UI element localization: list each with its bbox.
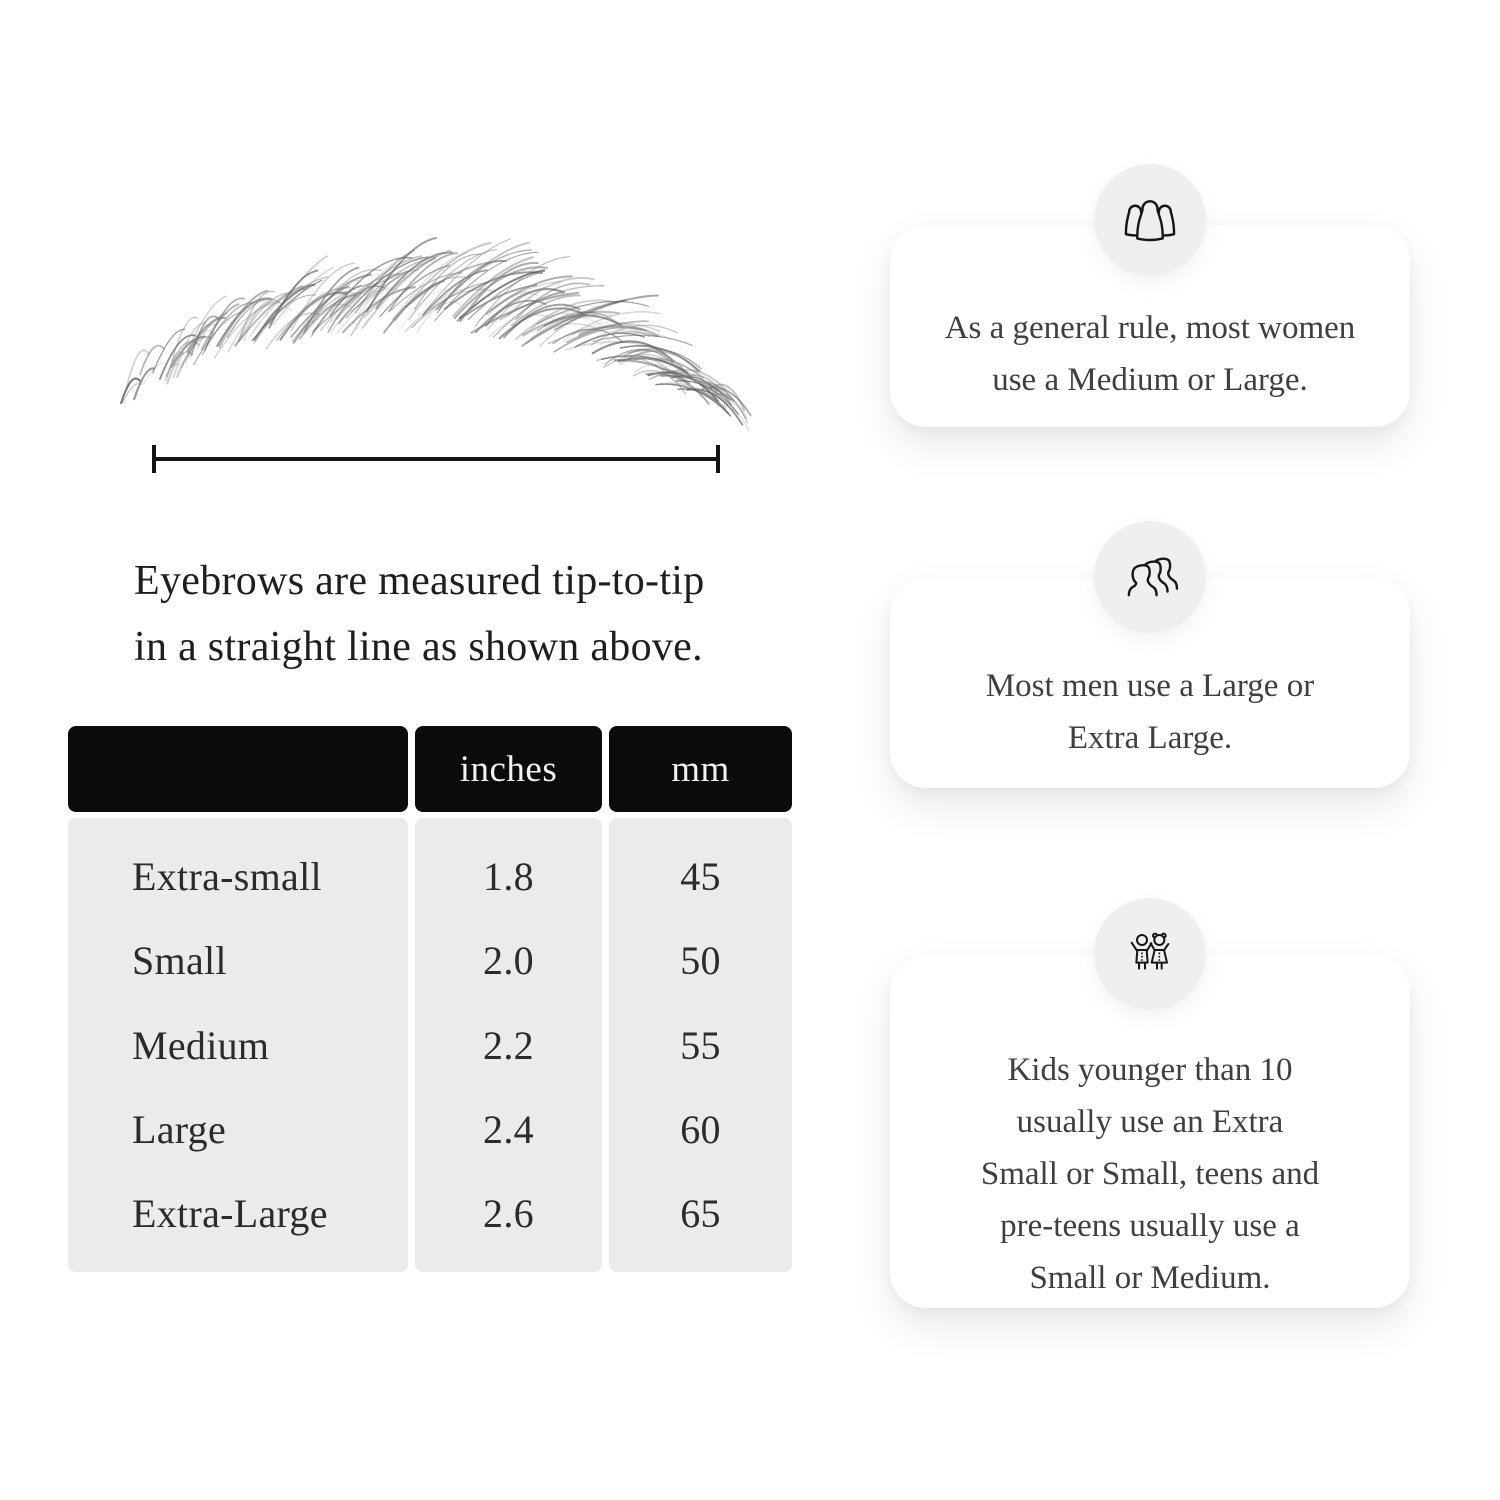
card-text-line: Small or Medium. (1029, 1259, 1271, 1296)
measurement-line (152, 457, 720, 461)
inches-value: 1.8 (483, 853, 534, 899)
card-text-line: usually use an Extra (1016, 1103, 1284, 1140)
inches-value: 2.2 (483, 1022, 534, 1068)
card-text-line: Extra Large. (1067, 720, 1233, 756)
men-badge (1094, 521, 1206, 633)
header-cell-inches: inches (415, 726, 602, 812)
card-text-line: Kids younger than 10 (1007, 1051, 1293, 1088)
women-group-icon (1116, 186, 1184, 254)
inches-value: 2.4 (483, 1106, 534, 1152)
inches-value: 2.0 (483, 938, 534, 984)
women-card-text (945, 302, 1356, 406)
mm-value: 45 (680, 853, 721, 899)
size-column (68, 818, 408, 1272)
women-badge (1094, 164, 1206, 276)
size-table-header (68, 726, 792, 812)
header-cell-mm: mm (609, 726, 792, 812)
mm-value: 55 (680, 1022, 721, 1068)
eyebrow-hairs-svg (100, 218, 780, 463)
size-label: Large (132, 1106, 227, 1152)
size-label: Small (132, 938, 227, 984)
kids-badge (1094, 898, 1206, 1010)
inches-column (415, 818, 602, 1272)
caption-line-2: in a straight line as shown above. (134, 624, 703, 670)
mm-value: 65 (680, 1191, 721, 1237)
inches-value: 2.6 (483, 1191, 534, 1237)
size-label: Medium (132, 1022, 270, 1068)
card-text-line: use a Medium or Large. (992, 362, 1308, 398)
size-label: Extra-small (132, 853, 322, 899)
card-text-line: As a general rule, most women (944, 310, 1356, 346)
measure-tick-left (152, 445, 156, 473)
kids-card-text (981, 1044, 1319, 1304)
header-cell-size (68, 726, 408, 812)
mm-value: 60 (680, 1106, 721, 1152)
card-text-line: Most men use a Large or (985, 668, 1315, 704)
kids-icon (1118, 922, 1182, 986)
men-group-icon (1115, 542, 1185, 612)
mm-value: 50 (680, 938, 721, 984)
men-card-text (986, 660, 1314, 764)
measure-tick-right (716, 445, 720, 473)
card-text-line: pre-teens usually use a (1000, 1207, 1300, 1244)
eyebrow-illustration (100, 218, 780, 463)
size-table (68, 726, 792, 1272)
size-table-body (68, 818, 792, 1272)
caption-line-1: Eyebrows are measured tip-to-tip (134, 558, 705, 604)
size-label: Extra-Large (132, 1191, 328, 1237)
measurement-caption (134, 548, 705, 680)
card-text-line: Small or Small, teens and (980, 1155, 1320, 1192)
mm-column (609, 818, 792, 1272)
